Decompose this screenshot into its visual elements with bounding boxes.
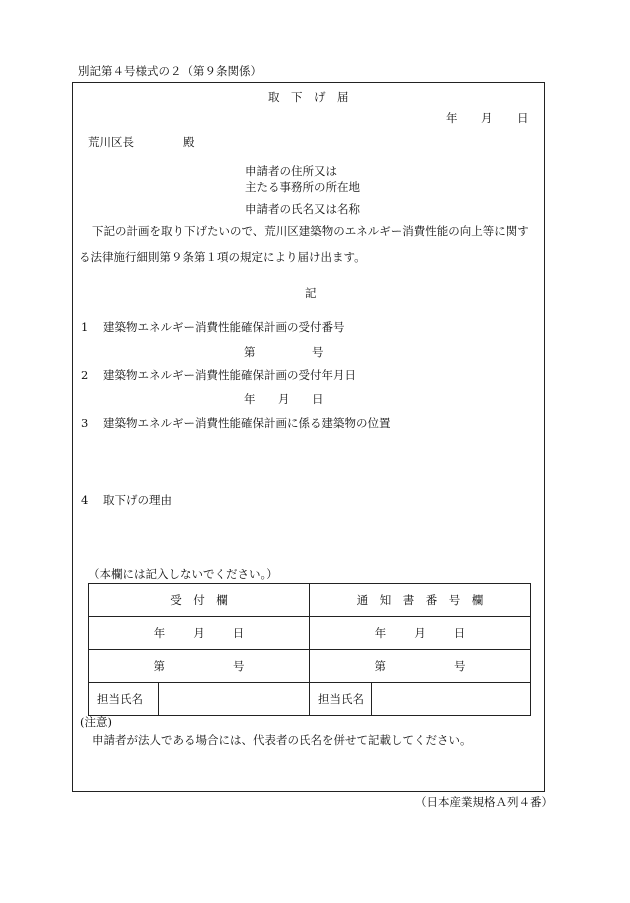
office-use-note: （本欄には記入しないでください。） [88,567,278,581]
notice-year: 年 [374,626,387,640]
item-2-month: 月 [278,392,290,406]
notice-day: 日 [453,626,466,640]
notice-date-cell [310,617,531,650]
notice-go: 号 [454,659,466,673]
paper-size-footer: （日本産業規格Ａ列４番） [415,795,553,809]
ki-heading: 記 [305,286,317,300]
item-3-label: 建築物エネルギー消費性能確保計画に係る建築物の位置 [103,416,391,430]
reception-person-value [159,683,310,716]
date-month: 月 [481,111,493,125]
item-2-day: 日 [312,392,324,406]
notice-number-cell [310,650,531,683]
notes-text: 申請者が法人である場合には、代表者の氏名を併せて記載してください。 [92,733,472,747]
item-1-go: 号 [312,345,324,359]
item-1-dai: 第 [244,345,256,359]
body-line-2: る法律施行細則第９条第１項の規定により届け出ます。 [79,250,366,264]
body-line-1: 下記の計画を取り下げたいので、荒川区建築物のエネルギー消費性能の向上等に関す [92,224,529,238]
form-label: 別記第４号様式の２（第９条関係） [78,64,262,78]
notice-month: 月 [414,626,426,640]
table-row [89,650,531,683]
applicant-address-line1: 申請者の住所又は [245,164,337,178]
reception-dai: 第 [153,659,165,673]
item-2-year: 年 [244,392,256,406]
notice-person-label: 担当氏名 [310,683,372,716]
item-1-number: 1 [81,320,89,334]
reception-go: 号 [233,659,245,673]
page-title: 取 下 げ 届 [268,90,349,104]
applicant-name-line: 申請者の氏名又は名称 [245,202,360,216]
reception-day: 日 [232,626,245,640]
reception-month: 月 [193,626,205,640]
item-4-label: 取下げの理由 [103,493,172,507]
table-row [89,617,531,650]
notes-heading: (注意) [80,715,112,729]
applicant-address-line2: 主たる事務所の所在地 [245,180,360,194]
date-year: 年 [446,111,458,125]
item-2-number: 2 [81,368,89,382]
office-use-table [88,583,531,716]
date-day: 日 [517,111,529,125]
item-1-label: 建築物エネルギー消費性能確保計画の受付番号 [103,320,345,334]
table-row [89,683,531,716]
reception-number-cell [89,650,310,683]
honorific: 殿 [183,135,195,149]
reception-year: 年 [153,626,166,640]
notice-person-value [372,683,531,716]
table-row [89,584,531,617]
addressee: 荒川区長 [88,135,134,149]
notice-number-header: 通 知 書 番 号 欄 [310,584,531,617]
reception-date-cell [89,617,310,650]
reception-header: 受 付 欄 [89,584,310,617]
reception-person-label: 担当氏名 [89,683,159,716]
notice-dai: 第 [374,659,386,673]
item-2-label: 建築物エネルギー消費性能確保計画の受付年月日 [103,368,356,382]
item-4-number: 4 [81,493,89,507]
item-3-number: 3 [81,416,89,430]
